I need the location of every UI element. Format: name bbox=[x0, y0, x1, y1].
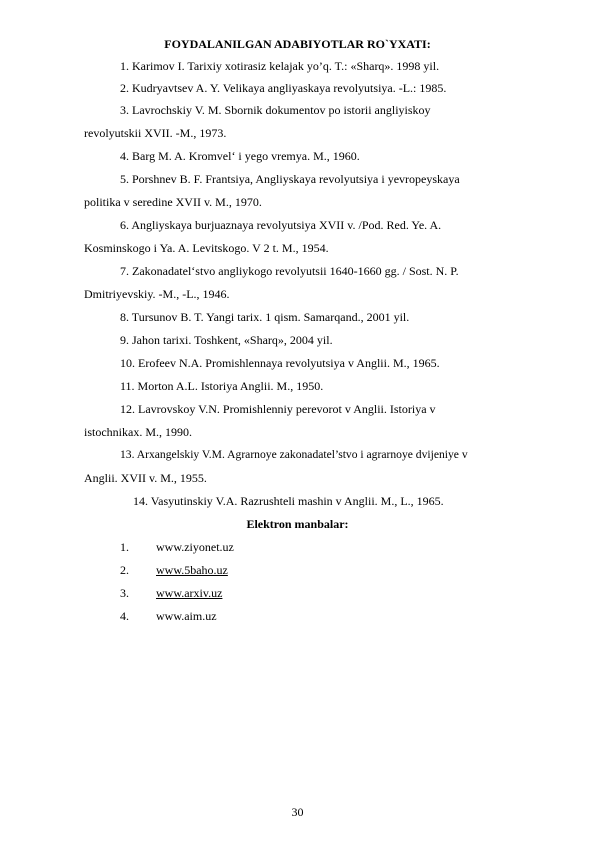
reference-item-13: 13. Arxangelskiy V.M. Agrarnoye zakonadatel’stvo i agrarnoye dvijeniye v bbox=[120, 448, 468, 461]
reference-item-11: 11. Morton A.L. Istoriya Anglii. M., 1950. bbox=[120, 379, 324, 393]
reference-item-2: 2. Kudryavtsev A. Y. Velikaya angliyaskaya revolyutsiya. -L.: 1985. bbox=[120, 81, 447, 95]
reference-item-6: 6. Angliyskaya burjuaznaya revolyutsiya XVII v. /Pod. Red. Ye. A. bbox=[120, 218, 442, 232]
reference-item-3-cont: revolyutskii XVII. -M., 1973. bbox=[84, 126, 227, 140]
electronic-item-2-number: 2. bbox=[120, 563, 129, 577]
references-title: FOYDALANILGAN ADABIYOTLAR RO`YXATI: bbox=[164, 37, 431, 51]
reference-item-7: 7. Zakonadatel‘stvo angliykogo revolyutsii 1640-1660 gg. / Sost. N. P. bbox=[120, 264, 459, 278]
reference-item-10: 10. Erofeev N.A. Promishlennaya revolyutsiya v Anglii. M., 1965. bbox=[120, 356, 440, 370]
reference-item-4: 4. Barg M. A. Kromvel‘ i yego vremya. M., 1960. bbox=[120, 149, 360, 163]
electronic-link-ziyonet[interactable]: www.ziyonet.uz bbox=[156, 540, 234, 554]
electronic-link-aim[interactable]: www.aim.uz bbox=[156, 609, 217, 623]
reference-item-14: 14. Vasyutinskiy V.A. Razrushteli mashin v Anglii. M., L., 1965. bbox=[133, 494, 444, 508]
reference-item-1: 1. Karimov I. Tarixiy xotirasiz kelajak yo’q. T.: «Sharq». 1998 yil. bbox=[120, 59, 440, 73]
reference-item-12: 12. Lavrovskoy V.N. Promishlenniy perevorot v Anglii. Istoriya v bbox=[120, 402, 436, 416]
reference-item-6-cont: Kosminskogo i Ya. A. Levitskogo. V 2 t. M., 1954. bbox=[84, 241, 329, 255]
reference-item-9: 9. Jahon tarixi. Toshkent, «Sharq», 2004 yil. bbox=[120, 333, 333, 347]
electronic-item-1-number: 1. bbox=[120, 540, 129, 554]
reference-item-5: 5. Porshnev B. F. Frantsiya, Angliyskaya revolyutsiya i yevropeyskaya bbox=[120, 172, 460, 186]
reference-item-5-cont: politika v seredine XVII v. M., 1970. bbox=[84, 195, 262, 209]
electronic-item-3-number: 3. bbox=[120, 586, 129, 600]
reference-item-8: 8. Tursunov B. T. Yangi tarix. 1 qism. Samarqand., 2001 yil. bbox=[120, 310, 410, 324]
electronic-link-arxiv[interactable]: www.arxiv.uz bbox=[156, 586, 223, 600]
reference-item-12-cont: istochnikax. M., 1990. bbox=[84, 425, 192, 439]
reference-item-3: 3. Lavrochskiy V. M. Sbornik dokumentov po istorii angliyiskoy bbox=[120, 103, 431, 117]
reference-item-13-cont: Anglii. XVII v. M., 1955. bbox=[84, 471, 207, 485]
electronic-item-4-number: 4. bbox=[120, 609, 129, 623]
reference-item-7-cont: Dmitriyevskiy. -M., -L., 1946. bbox=[84, 287, 230, 301]
page-number: 30 bbox=[291, 805, 304, 819]
electronic-sources-title: Elektron manbalar: bbox=[246, 517, 349, 531]
electronic-link-5baho[interactable]: www.5baho.uz bbox=[156, 563, 228, 577]
